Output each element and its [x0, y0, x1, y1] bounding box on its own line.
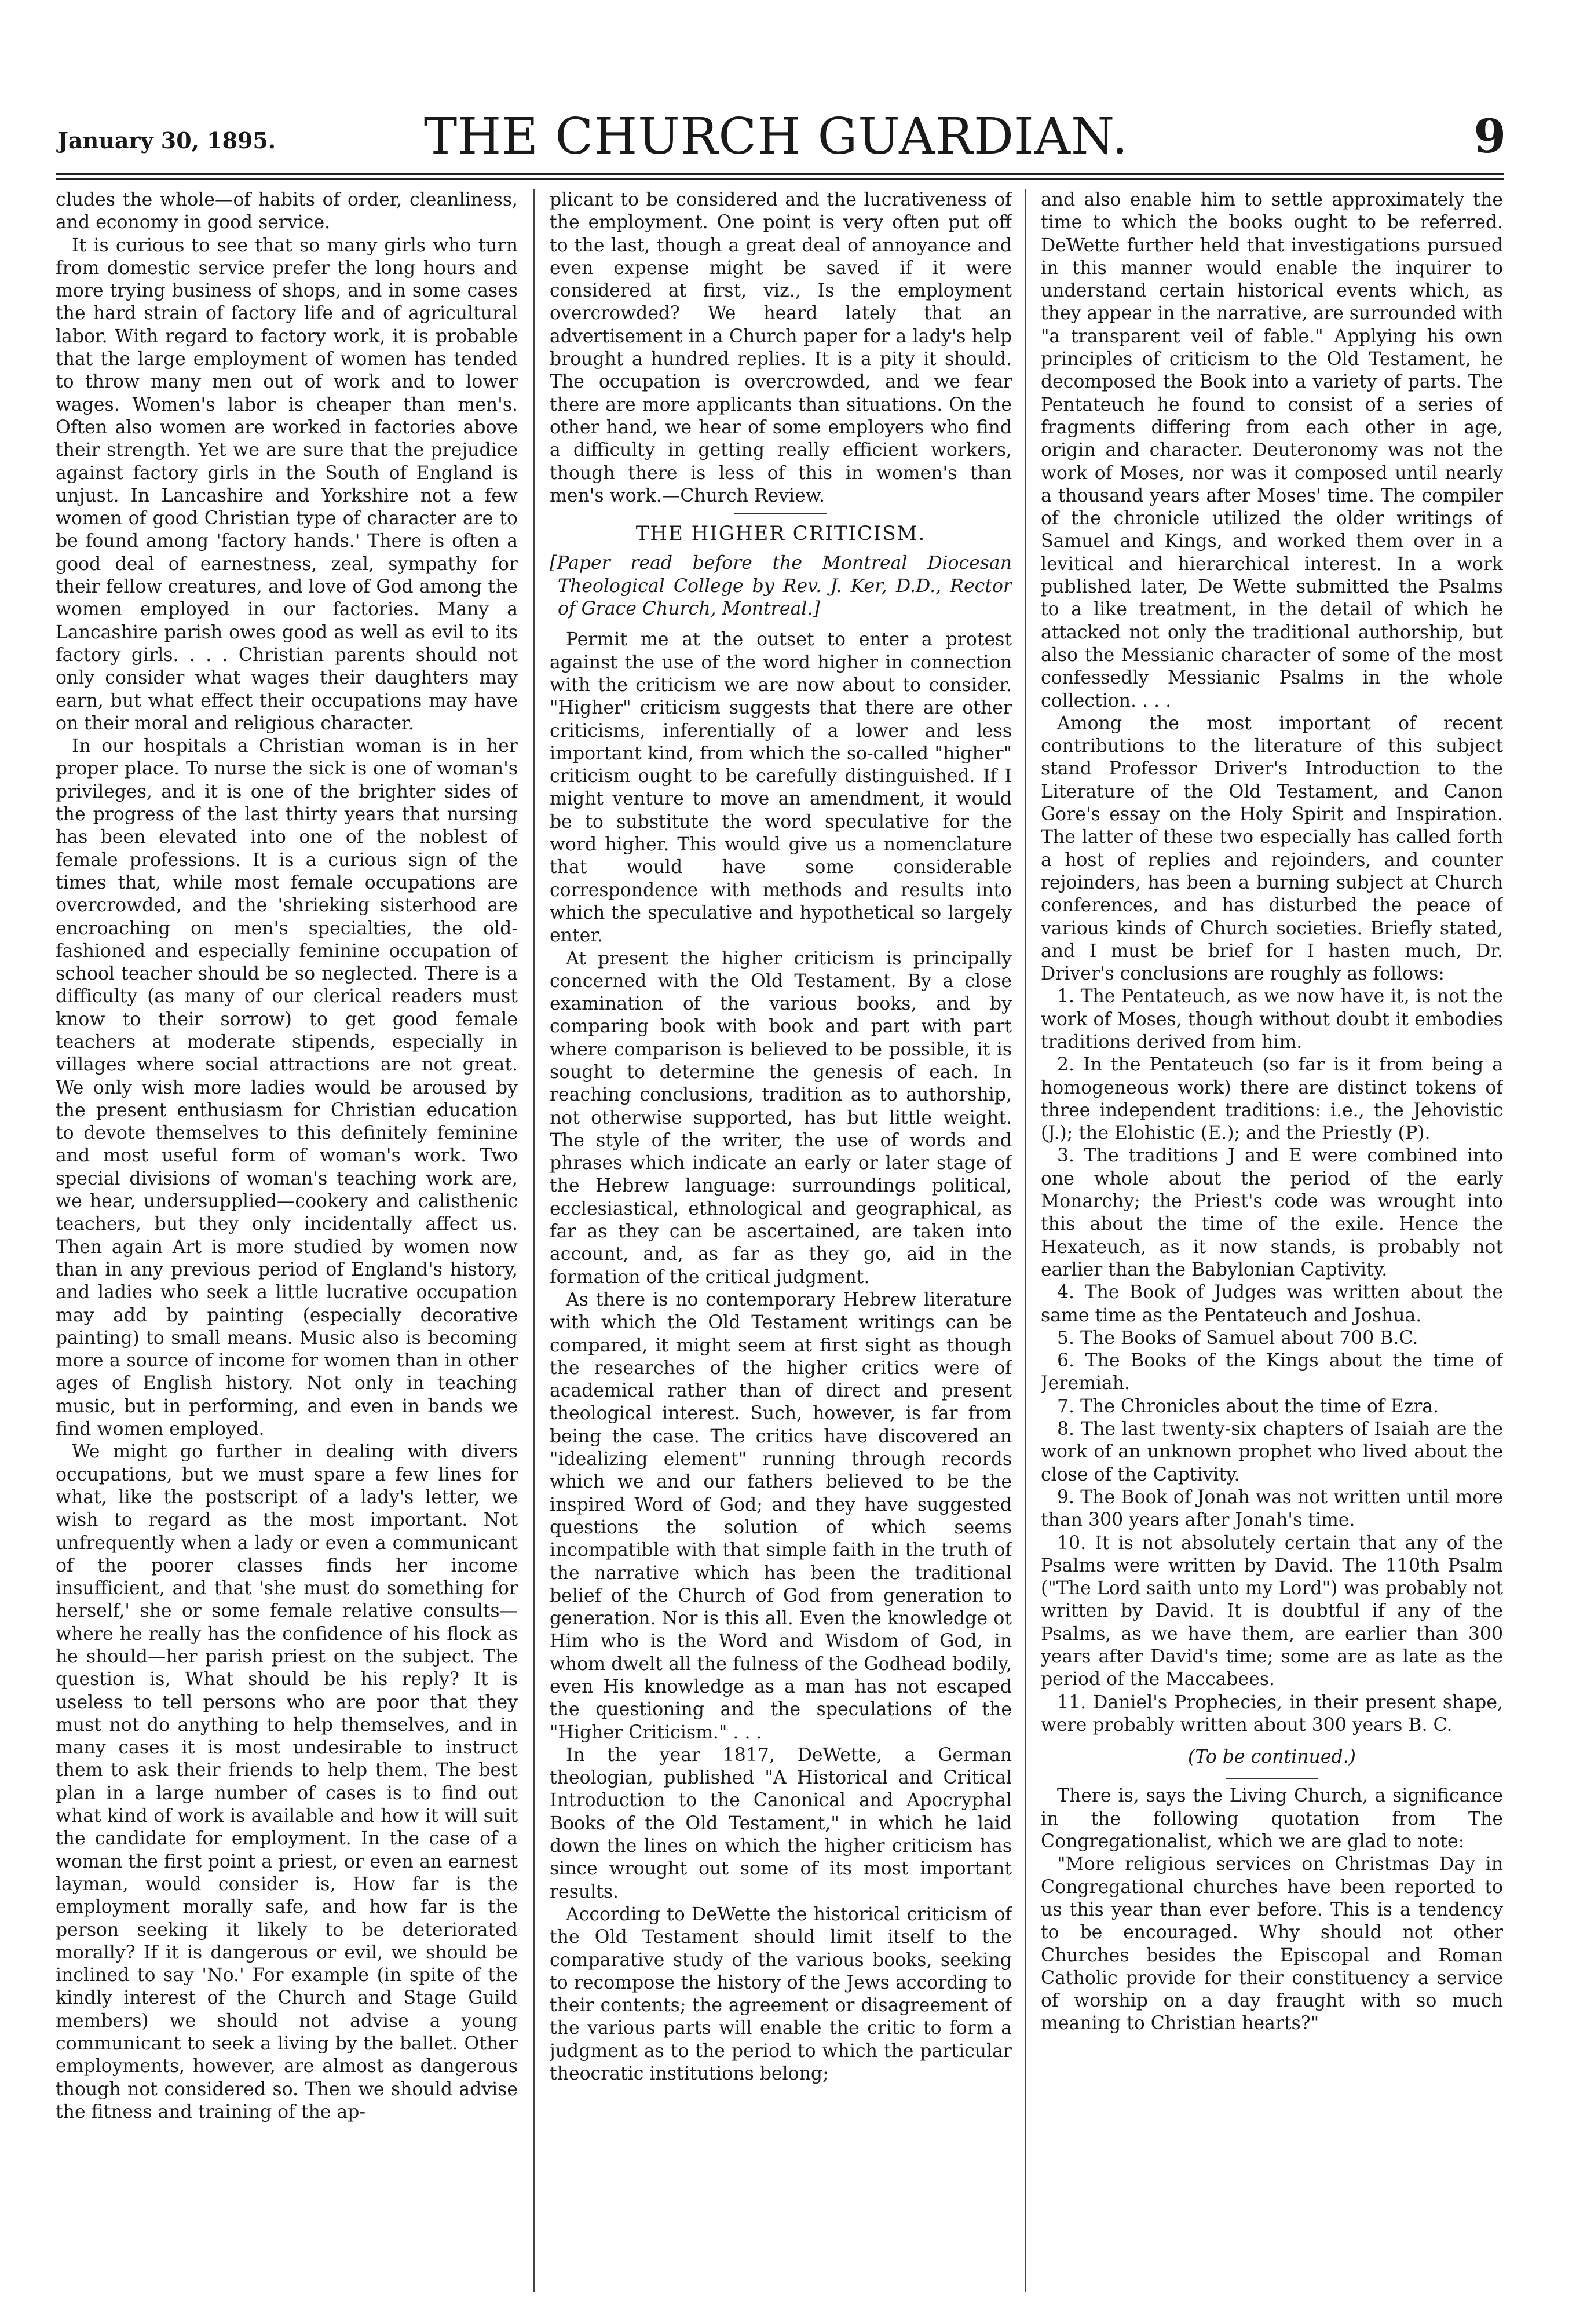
conclusion-item: 5. The Books of Samuel about 700 B.C.	[1057, 1327, 1418, 1349]
conclusion-item: 2. In the Pentateuch (so far is it from being a homogeneous work) there are distinct tokens of three independent traditions: i.e., the Jehovistic (J.); the Elohistic (E.); and the Priestly (P).	[1041, 1054, 1503, 1144]
column-2	[550, 189, 1012, 2292]
continued-note: (To be continued.)	[1188, 1746, 1356, 1768]
conclusion-item: 3. The traditions J and E were combined into one whole about the period of the early Monarchy; the Priest's code was wrought into this about the time of the exile. Hence the Hexateuch, as it now stands, is probably not earlier than the Babylonian Captivity.	[1041, 1145, 1503, 1280]
column-3	[1041, 189, 1503, 2292]
paragraph: There is, says the Living Church, a significance in the following quotation from The Congregationalist, which we are glad to note:	[1041, 1785, 1503, 1852]
header-rule-bottom	[56, 178, 1504, 180]
paragraph: plicant to be considered and the lucrativeness of the employment. One point is very often put off to the last, though a great deal of annoyance and even expense might be saved if it were considered at first, viz., Is the employment overcrowded? We heard lately that an advertisement in a Church paper for a lady's help brought a hundred replies. It is a pity it should. The occupation is overcrowded, and we fear there are more applicants than situations. On the other hand, we hear of some employers who find a difficulty in getting really efficient workers, though there is less of this in women's than men's work.—Church Review.	[550, 189, 1012, 506]
masthead	[46, 104, 1506, 174]
paragraph: According to DeWette the historical criticism of the Old Testament should limit itself to the comparative study of the various books, seeking to recompose the history of the Jews according to their contents; the agreement or disagreement of the various parts will enable the critic to form a judgment as to the period to which the particular theocratic institutions belong;	[550, 1903, 1012, 2085]
conclusion-item: 8. The last twenty-six chapters of Isaiah are the work of an unknown prophet who lived about the close of the Captivity.	[1041, 1419, 1503, 1485]
section-divider	[1226, 1778, 1318, 1779]
conclusion-item: 7. The Chronicles about the time of Ezra.	[1057, 1395, 1439, 1417]
paragraph: In our hospitals a Christian woman is in her proper place. To nurse the sick is one of woman's privileges, and it is one of the brighter sides of the progress of the last thirty years that nursing has been elevated into one of the noblest of female professions. It is a curious sign of the times that, while most female occupations are overcrowded, and the 'shrieking sisterhood are encroaching on men's specialties, the old-fashioned and especially feminine occupation of school teacher should be so neglected. There is a difficulty (as many of our clerical readers must know to their sorrow) to get good female teachers at moderate stipends, especially in villages where social attractions are not great. We only wish more ladies would be aroused by the present enthusiasm for Christian education to devote themselves to this definitely feminine and most useful form of woman's work. Two special divisions of woman's teaching work are, we hear, undersupplied—cookery and calisthenic teachers, but they only incidentally affect us. Then again Art is more studied by women now than in any previous period of England's history, and ladies who seek a little lucrative occupation may add by painting (especially decorative painting) to small means. Music also is becoming more a source of income for women than in other ages of English history. Not only in teaching music, but in performing, and even in bands we find women employed.	[56, 736, 518, 1440]
article-title: THE HIGHER CRITICISM.	[635, 522, 926, 546]
conclusion-item: 6. The Books of the Kings about the time of Jeremiah.	[1041, 1350, 1503, 1394]
conclusion-item: 10. It is not absolutely certain that any of the Psalms were written by David. The 110th Psalm ("The Lord saith unto my Lord") was probably not written by David. It is doubtful if any of the Psalms, as we have them, are earlier than 300 years after David's time; some are as late as the period of the Maccabees.	[1041, 1532, 1503, 1690]
section-divider	[734, 513, 827, 514]
paragraph: Permit me at the outset to enter a protest against the use of the word higher in connection with the criticism we are now about to consider. "Higher" criticism suggests that there are other criticisms, inferentially of a lower and less important kind, from which the so-called "higher" criticism ought to be carefully distinguished. If I might venture to move an amendment, it would be to substitute the word speculative for the word higher. This would give us a nomenclature that would have some considerable correspondence with methods and results into which the speculative and hypothetical so largely enter.	[550, 629, 1012, 947]
header-rule-top	[56, 173, 1504, 175]
paragraph: It is curious to see that so many girls who turn from domestic service prefer the long hours and more trying business of shops, and in some cases the hard strain of factory life and of agricultural labor. With regard to factory work, it is probable that the large employment of women has tended to throw many men out of work and to lower wages. Women's labor is cheaper than men's. Often also women are worked in factories above their strength. Yet we are sure that the prejudice against factory girls in the South of England is unjust. In Lancashire and Yorkshire not a few women of good Christian type of character are to be found among 'factory hands.' There is often a good deal of earnestness, zeal, sympathy for their fellow creatures, and love of God among the women employed in our factories. Many a Lancashire parish owes good as well as evil to its factory girls. . . . Christian parents should not only consider what wages their daughters may earn, but what effect their occupations may have on their moral and religious character.	[56, 235, 518, 734]
issue-date: January 30, 1895.	[58, 127, 276, 154]
column-divider-1	[533, 189, 535, 2292]
column-1	[56, 189, 518, 2292]
page-number: 9	[1473, 109, 1506, 163]
paragraph: As there is no contemporary Hebrew literature with which the Old Testament writings can be compared, it might seem at first sight as though the researches of the higher critics were of academical rather than of direct and present theological interest. Such, however, is far from being the case. The critics have discovered an "idealizing element" running through records which we and our fathers believed to be the inspired Word of God; and they have suggested questions the solution of which seems incompatible with that simple faith in the truth of the narrative which has been the traditional belief of the Church of God from generation to generation. Nor is this all. Even the knowledge ot Him who is the Word and Wisdom of God, in whom dwelt all the fulness of the Godhead bodily, even His knowledge as a man has not escaped the questioning and the speculations of the "Higher Criticism." . . .	[550, 1289, 1012, 1743]
column-divider-2	[1025, 189, 1026, 2292]
paragraph: At present the higher criticism is principally concerned with the Old Testament. By a close examination of the various books, and by comparing book with book and part with part where comparison is believed to be possible, it is sought to determine the genesis of each. In reaching conclusions, tradition as to authorship, not otherwise supported, has but little weight. The style of the writer, the use of words and phrases which indicate an early or later stage of the Hebrew language: surroundings political, ecclesiastical, ethnological and geographical, as far as they can be ascertained, are taken into account, and, as far as they go, aid in the formation of the critical judgment.	[550, 948, 1012, 1288]
conclusion-item: 4. The Book of Judges was written about the same time as the Pentateuch and Joshua.	[1041, 1282, 1503, 1326]
article-byline: [Paper read before the Montreal Diocesan Theological College by Rev. J. Ker, D.D., Rector of Grace Church, Montreal.]	[550, 553, 1012, 620]
conclusion-item: 9. The Book of Jonah was not written until more than 300 years after Jonah's time.	[1041, 1486, 1503, 1531]
conclusion-item: 1. The Pentateuch, as we now have it, is not the work of Moses, though without doubt it embodies traditions derived from him.	[1041, 986, 1503, 1053]
paragraph: cludes the whole—of habits of order, cleanliness, and economy in good service.	[56, 189, 518, 233]
paragraph: Among the most important of recent contributions to the literature of this subject stand Professor Driver's Introduction to the Literature of the Old Testament, and Canon Gore's essay on the Holy Spirit and Inspiration. The latter of these two especially has called forth a host of replies and rejoinders, and counter rejoinders, has been a burning subject at Church conferences, and has disturbed the peace of various kinds of Church societies. Briefly stated, and I must be brief for I hasten much, Dr. Driver's conclusions are roughly as follows:	[1041, 712, 1503, 985]
paragraph: and also enable him to settle approximately the time to which the books ought to be referred. DeWette further held that investigations pursued in this manner would enable the inquirer to understand certain historical events which, as they appear in the narrative, are surrounded with "a transparent veil of fable." Applying his own principles of criticism to the Old Testament, he decomposed the Book into a variety of parts. The Pentateuch he found to consist of a series of fragments differing from each other in age, origin and character. Deuteronomy was not the work of Moses, nor was it composed until nearly a thousand years after Moses' time. The compiler of the chronicle utilized the older writings of Samuel and Kings, and worked them over in a levitical and hierarchical interest. In a work published later, De Wette submitted the Psalms to a like treatment, in the detail of which he attacked not only the traditional authorship, but also the Messianic character of some of the most confessedly Messianic Psalms in the whole collection. . . .	[1041, 189, 1503, 711]
paragraph: In the year 1817, DeWette, a German theologian, published "A Historical and Critical Introduction to the Canonical and Apocryphal Books of the Old Testament," in which he laid down the lines on which the higher criticism has since wrought out some of its most important results.	[550, 1744, 1012, 1902]
quotation: "More religious services on Christmas Day in Congregational churches have been reported to us this year than ever before. This is a tendency to be encouraged. Why should not other Churches besides the Episcopal and Roman Catholic provide for their constituency a service of worship on a day fraught with so much meaning to Christian hearts?"	[1041, 1854, 1503, 2034]
newspaper-title: THE CHURCH GUARDIAN.	[423, 108, 1129, 166]
paragraph: We might go further in dealing with divers occupations, but we must spare a few lines for what, like the postscript of a lady's letter, we wish to regard as the most important. Not unfrequently when a lady or even a communicant of the poorer classes finds her income insufficient, and that 'she must do something for herself,' she or some female relative consults—where he really has the confidence of his flock as he should—her parish priest on the subject. The question is, What should be his reply? It is useless to tell persons who are poor that they must not do anything to help themselves, and in many cases it is most undesirable to instruct them to ask their friends to help them. The best plan in a large number of cases is to find out what kind of work is available and how it will suit the candidate for employment. In the case of a woman the first point a priest, or even an earnest layman, would consider is, How far is the employment morally safe, and how far is the person seeking it likely to be deteriorated morally? If it is dangerous or evil, we should be inclined to say 'No.' For example (in spite of the kindly interest of the Church and Stage Guild members) we should not advise a young communicant to seek a living by the ballet. Other employments, however, are almost as dangerous though not considered so. Then we should advise the fitness and training of the ap-	[56, 1441, 518, 2122]
conclusion-item: 11. Daniel's Prophecies, in their present shape, were probably written about 300 years B. C.	[1041, 1691, 1503, 1735]
